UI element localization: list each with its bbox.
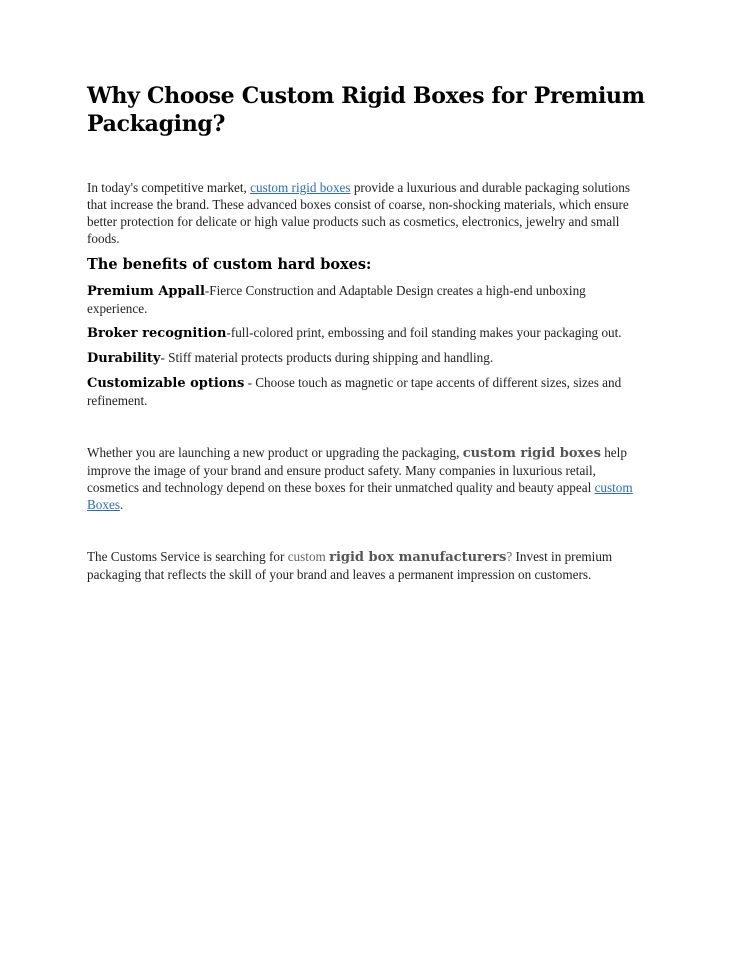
benefit-text: - Stiff material protects products during shipping and handling. — [160, 350, 494, 365]
page-title: Why Choose Custom Rigid Boxes for Premium Packaging? — [87, 83, 645, 137]
manufacturers-text-end: Invest in premium packaging that reflects the skill of your brand and leaves a permanent impression on customers. — [87, 549, 613, 582]
launch-paragraph — [87, 444, 647, 513]
custom-boxes-link[interactable]: custom Boxes — [87, 480, 633, 512]
benefit-item — [87, 282, 647, 317]
custom-rigid-boxes-link[interactable]: custom rigid boxes — [250, 180, 351, 195]
custom-word: custom — [287, 549, 330, 564]
benefit-item — [87, 324, 647, 342]
benefit-term: Premium Appall — [87, 284, 205, 299]
benefit-text: -full-colored print, embossing and foil standing makes your packaging out. — [226, 325, 622, 340]
manufacturers-paragraph — [87, 548, 647, 583]
launch-text-start: Whether you are launching a new product or upgrading the packaging, — [87, 445, 463, 460]
launch-text-middle: help improve the image of your brand and ensure product safety. Many companies in luxurious retail, cosmetics and technology depend on these boxes for their unmatched quality and beauty appeal — [87, 445, 627, 495]
intro-text-start: In today's competitive market, — [87, 180, 251, 195]
benefit-term: Broker recognition — [87, 326, 227, 341]
manufacturers-emphasis: rigid box manufacturers — [329, 550, 507, 565]
benefit-text: -Fierce Construction and Adaptable Design creates a high-end unboxing experience. — [87, 283, 586, 316]
document-content — [87, 82, 647, 583]
benefit-term: Durability — [87, 351, 161, 366]
benefit-item — [87, 349, 647, 367]
benefit-item — [87, 374, 647, 409]
intro-paragraph — [87, 179, 647, 247]
benefits-heading: The benefits of custom hard boxes: — [87, 256, 372, 273]
manufacturers-text-start: The Customs Service is searching for — [87, 549, 288, 564]
intro-text-end: provide a luxurious and durable packaging solutions that increase the brand. These advanced boxes consist of coarse, non-shocking materials, which ensure better protection for delicate or high value products such as cosmetics, electronics, jewelry and small foods. — [87, 180, 630, 246]
benefit-text: - Choose touch as magnetic or tape accents of different sizes, sizes and refinement. — [87, 375, 622, 408]
custom-rigid-boxes-emphasis: custom rigid boxes — [462, 446, 601, 461]
launch-text-end: . — [119, 497, 124, 512]
benefit-term: Customizable options — [87, 376, 245, 391]
question-mark: ? — [506, 549, 513, 564]
